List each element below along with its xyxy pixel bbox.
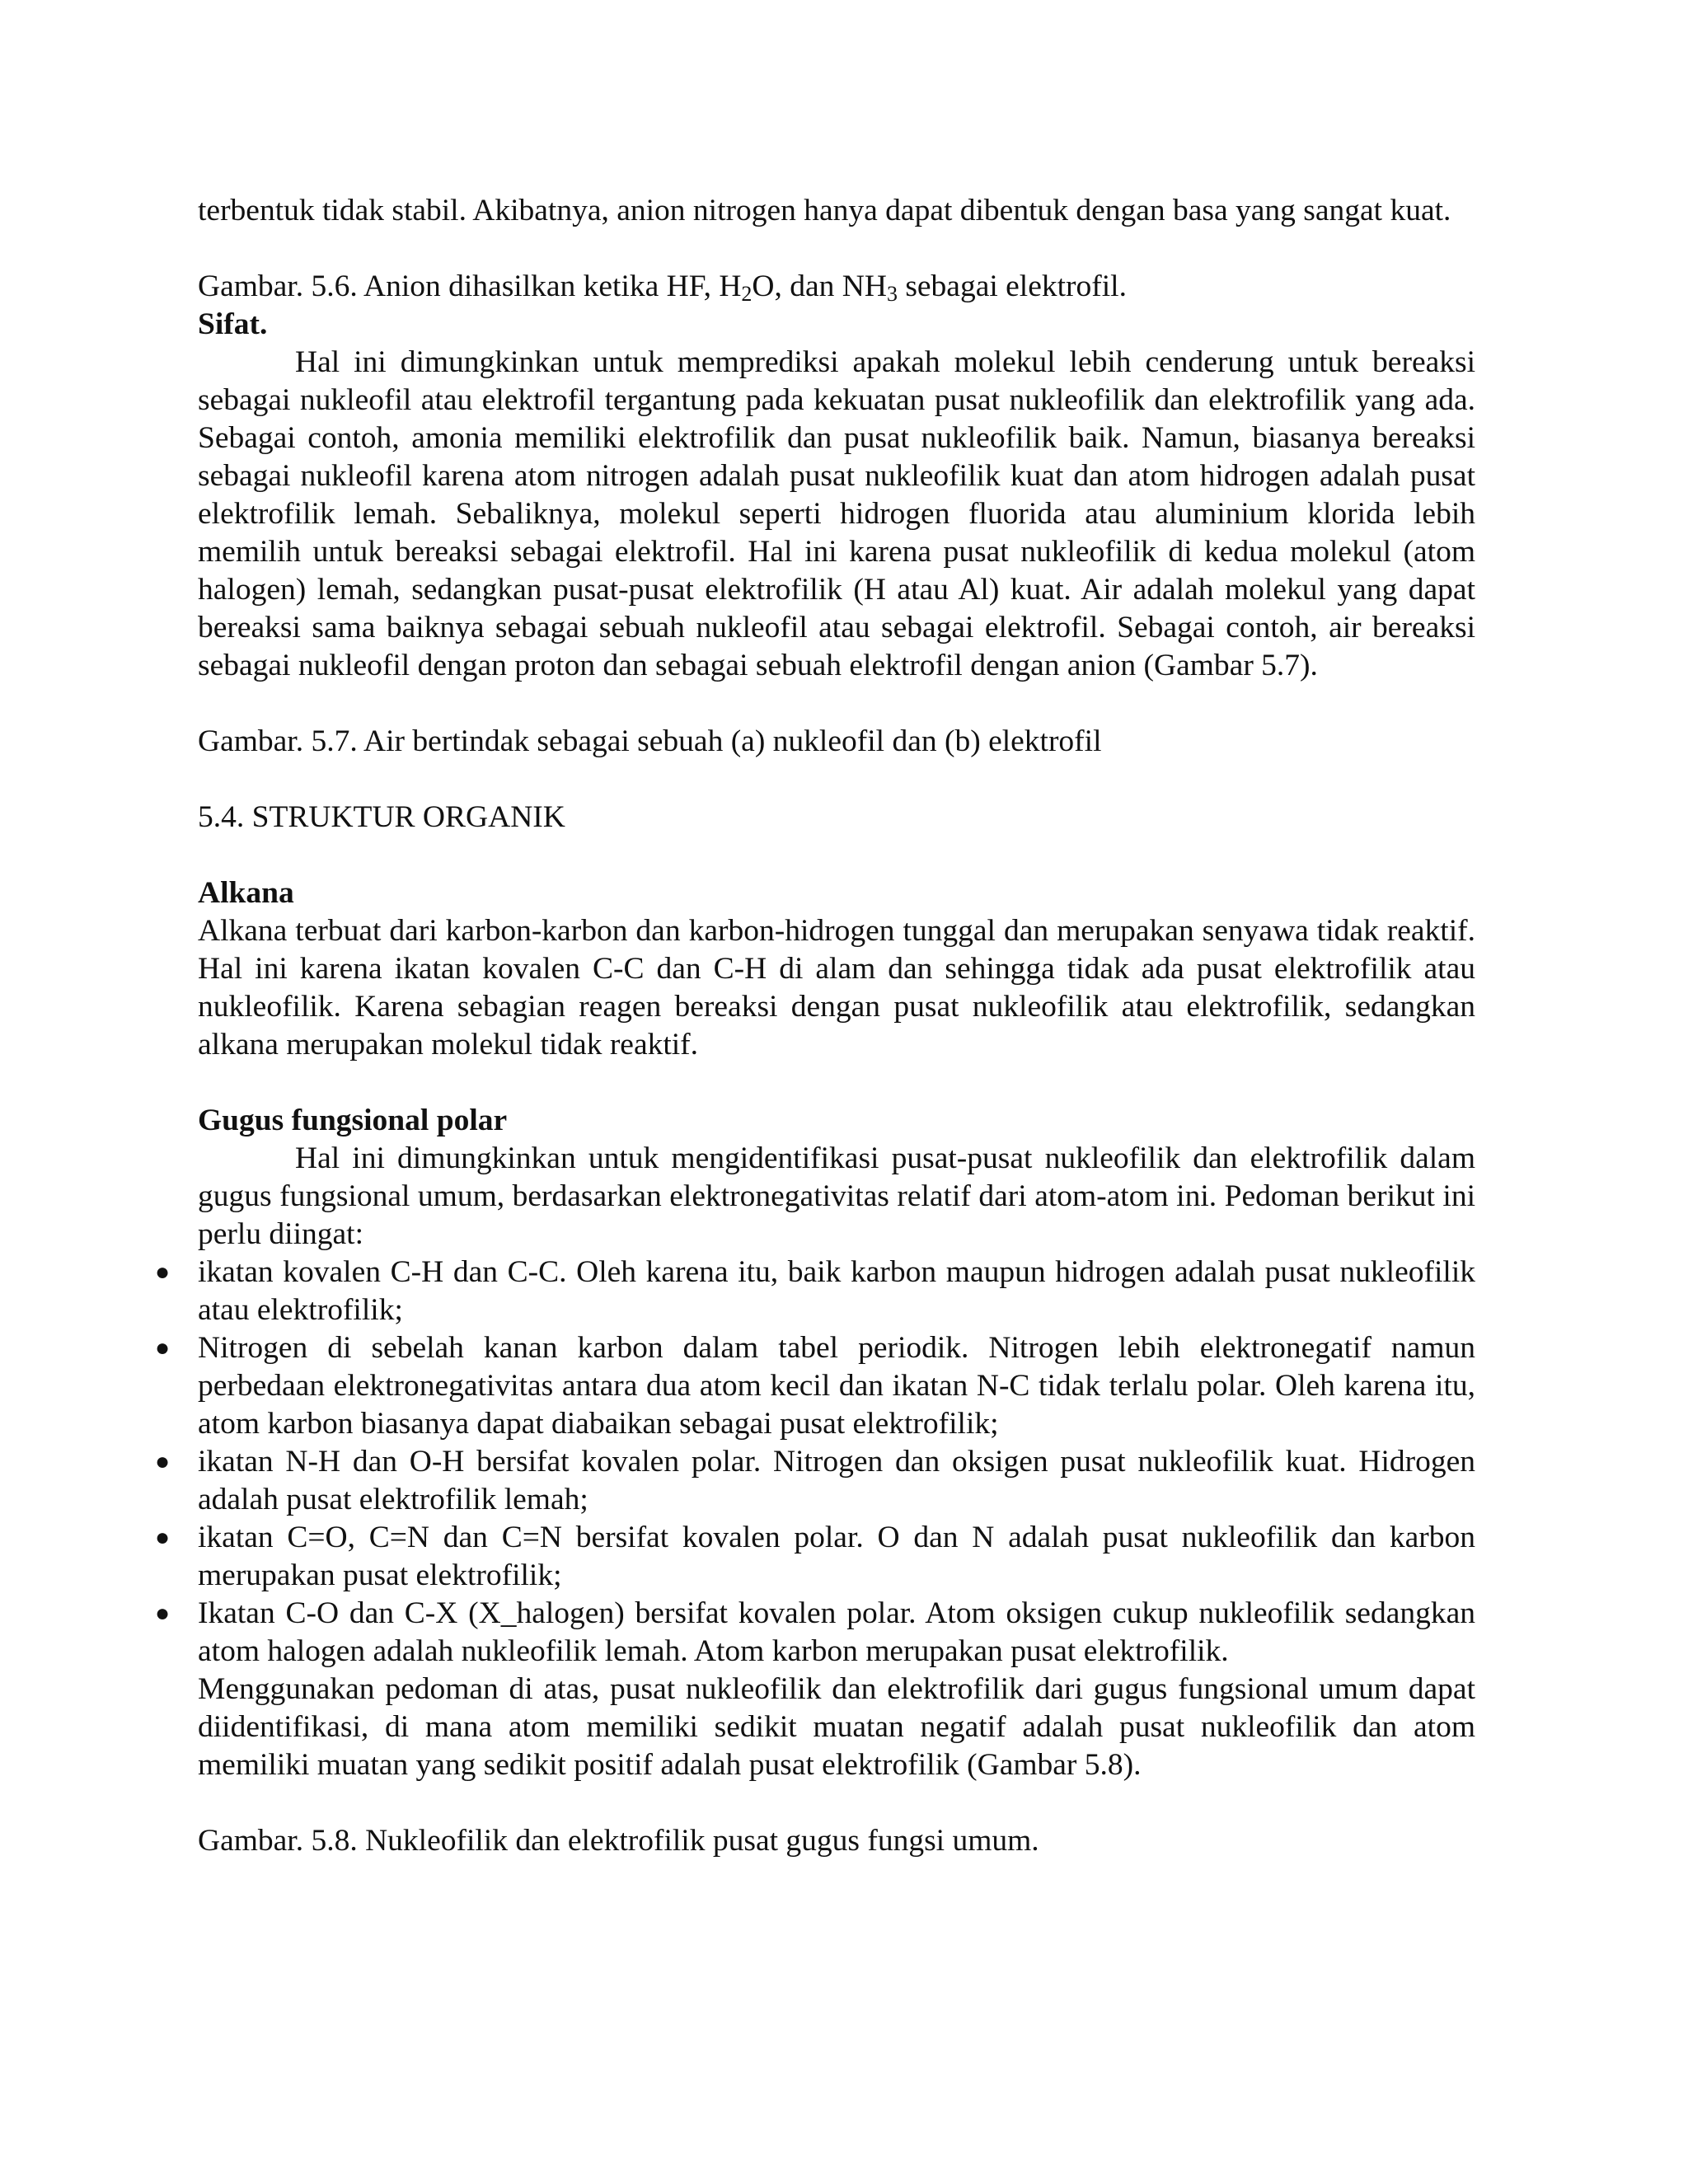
guideline-list — [155, 1254, 1475, 1671]
alkana-heading: Alkana — [198, 876, 294, 910]
bullet-icon: ● — [155, 1600, 171, 1627]
gugus-heading: Gugus fungsional polar — [198, 1104, 508, 1137]
figure-caption-5-7: Gambar. 5.7. Air bertindak sebagai sebuah (a) nukleofil dan (b) elektrofil — [198, 724, 1102, 758]
figure-caption-5-6: Gambar. 5.6. Anion dihasilkan ketika HF, $H_2O$, dan $NH_3$ sebagai elektrofil. — [198, 269, 1127, 306]
gugus-closing-paragraph: Menggunakan pedoman di atas, pusat nukleofilik dan elektrofilik dari gugus fungsional umum dapat diidentifikasi, di mana atom memiliki sedikit muatan negatif adalah pusat nukleofilik dan atom memiliki muatan yang sedikit positif adalah pusat elektrofilik (Gambar 5.8). — [198, 1672, 1475, 1782]
bullet-icon: ● — [155, 1334, 171, 1361]
bullet-icon: ● — [155, 1448, 171, 1475]
sifat-paragraph: Hal ini dimungkinkan untuk memprediksi apakah molekul lebih cenderung untuk bereaksi sebagai nukleofil atau elektrofil tergantung pada kekuatan pusat nukleofilik dan elektrofilik yang ada. Sebagai contoh, amonia memiliki elektrofilik dan pusat nukleofilik baik. Namun, biasanya bereaksi sebagai nukleofil karena atom nitrogen adalah pusat nukleofilik kuat dan atom hidrogen adalah pusat elektrofilik lemah. Sebaliknya, molekul seperti hidrogen fluorida atau aluminium klorida lebih memilih untuk bereaksi sebagai elektrofil. Hal ini karena pusat nukleofilik di kedua molekul (atom halogen) lemah, sedangkan pusat-pusat elektrofilik (H atau Al) kuat. Air adalah molekul yang dapat bereaksi sama baiknya sebagai sebuah nukleofil atau sebagai elektrofil. Sebagai contoh, air bereaksi sebagai nukleofil dengan proton dan sebagai sebuah elektrofil dengan anion (Gambar 5.7). — [198, 345, 1475, 682]
list-item: ● ikatan N-H dan O-H bersifat kovalen polar. Nitrogen dan oksigen pusat nukleofilik kuat. Hidrogen adalah pusat elektrofilik lemah; — [155, 1445, 1475, 1516]
alkana-paragraph: Alkana terbuat dari karbon-karbon dan karbon-hidrogen tunggal dan merupakan senyawa tidak reaktif. Hal ini karena ikatan kovalen C-C dan C-H di alam dan sehingga tidak ada pusat elektrofilik atau nukleofilik. Karena sebagian reagen bereaksi dengan pusat nukleofilik atau elektrofilik, sedangkan alkana merupakan molekul tidak reaktif. — [198, 914, 1475, 1062]
list-item: ● Nitrogen di sebelah kanan karbon dalam tabel periodik. Nitrogen lebih elektronegatif namun perbedaan elektronegativitas antara dua atom kecil dan ikatan N-C tidak terlalu polar. Oleh karena itu, atom karbon biasanya dapat diabaikan sebagai pusat elektrofilik; — [155, 1331, 1475, 1441]
sifat-heading: Sifat. — [198, 307, 268, 341]
bullet-icon: ● — [155, 1524, 171, 1551]
list-item: ● ikatan kovalen C-H dan C-C. Oleh karena itu, baik karbon maupun hidrogen adalah pusat nukleofilik atau elektrofilik; — [155, 1255, 1475, 1327]
gugus-paragraph: Hal ini dimungkinkan untuk mengidentifikasi pusat-pusat nukleofilik dan elektrofilik dalam gugus fungsional umum, berdasarkan elektronegativitas relatif dari atom-atom ini. Pedoman berikut ini perlu diingat: — [198, 1141, 1475, 1251]
list-item: ● Ikatan C-O dan C-X (X_halogen) bersifat kovalen polar. Atom oksigen cukup nukleofilik sedangkan atom halogen adalah nukleofilik lemah. Atom karbon merupakan pusat elektrofilik. — [155, 1596, 1475, 1668]
list-item: ● ikatan C=O, C=N dan C=N bersifat kovalen polar. O dan N adalah pusat nukleofilik dan karbon merupakan pusat elektrofilik; — [155, 1521, 1475, 1592]
section-title: 5.4. STRUKTUR ORGANIK — [198, 800, 565, 834]
bullet-icon: ● — [155, 1258, 171, 1286]
intro-paragraph: terbentuk tidak stabil. Akibatnya, anion nitrogen hanya dapat dibentuk dengan basa yang sangat kuat. — [198, 194, 1451, 227]
figure-caption-5-8: Gambar. 5.8. Nukleofilik dan elektrofilik pusat gugus fungsi umum. — [198, 1824, 1039, 1858]
